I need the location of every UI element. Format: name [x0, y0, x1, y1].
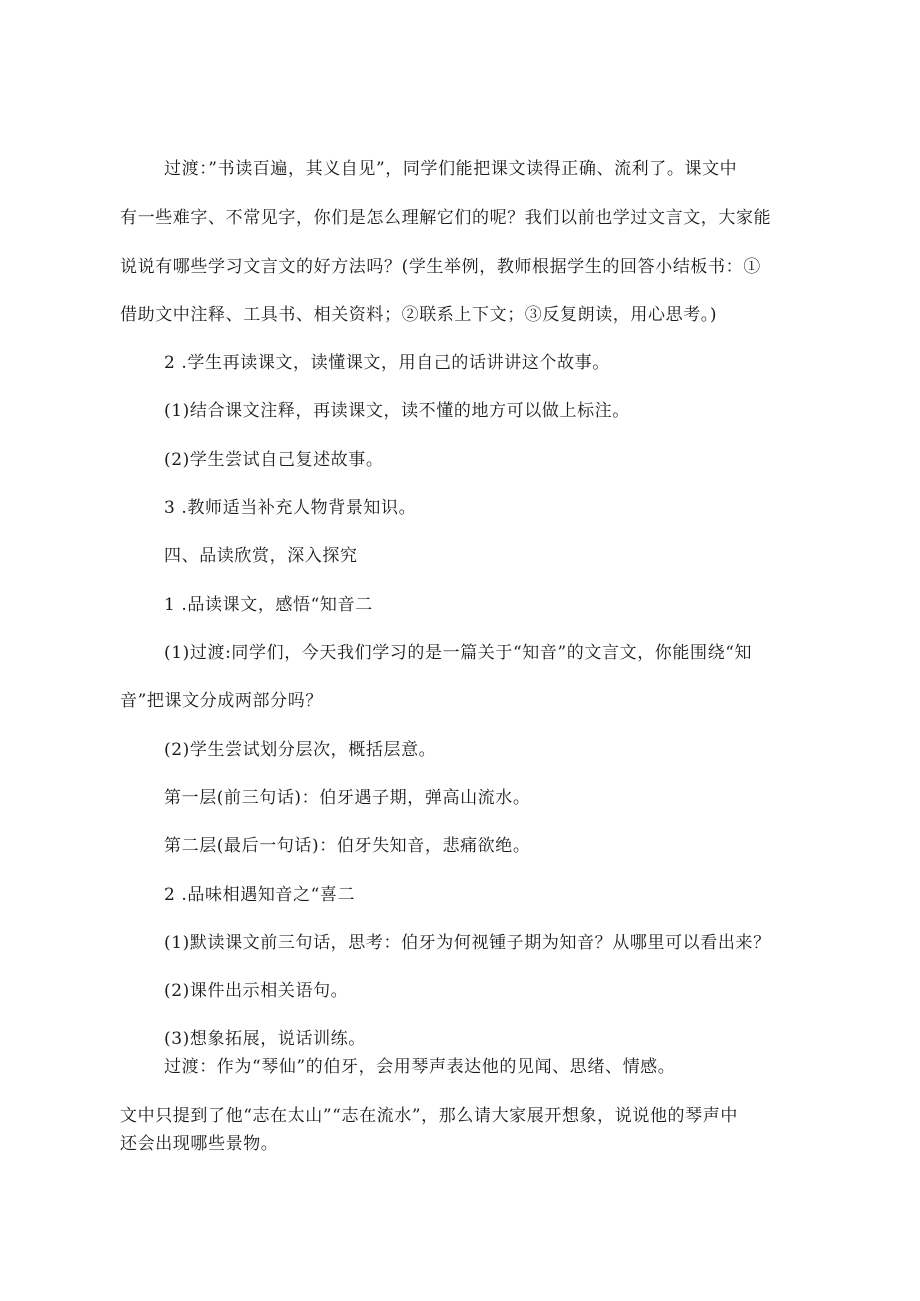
paragraph-transition-line-2: 有一些难字、不常见字，你们是怎么理解它们的呢？我们以前也学过文言文，大家能 — [120, 208, 772, 228]
section-4-heading: 四、品读欣赏，深入探究 — [164, 546, 358, 566]
step-2-heading: 2 .学生再读课文，读懂课文，用自己的话讲讲这个故事。 — [164, 353, 610, 373]
transition-qinxian-line: 过渡：作为“琴仙”的伯牙，会用琴声表达他的见闻、思绪、情感。 — [164, 1057, 676, 1077]
section-4-step-2-item-1: (1)默读课文前三句话，思考：伯牙为何视锺子期为知音？从哪里可以看出来？ — [164, 933, 771, 953]
layer-1-text: 第一层(前三句话)：伯牙遇子期，弹高山流水。 — [164, 788, 531, 808]
step-2-item-1: (1)结合课文注释，再读课文，读不懂的地方可以做上标注。 — [164, 401, 630, 421]
layer-2-text: 第二层(最后一句话)：伯牙失知音，悲痛欲绝。 — [164, 836, 531, 856]
section-4-step-1-item-1-line-1: (1)过渡:同学们，今天我们学习的是一篇关于“知音”的文言文，你能围绕“知 — [164, 643, 753, 663]
paragraph-transition-line-3: 说说有哪些学习文言文的好方法吗？(学生举例，教师根据学生的回答小结板书：① — [120, 257, 761, 277]
paragraph-transition-line-1: 过渡：”书读百遍，其义自见”，同学们能把课文读得正确、流利了。课文中 — [164, 159, 738, 179]
section-4-step-1-item-2: (2)学生尝试划分层次，概括层意。 — [164, 740, 437, 760]
paragraph-transition-line-4: 借助文中注释、工具书、相关资料；②联系上下文；③反复朗读，用心思考。) — [120, 305, 718, 325]
step-3-heading: 3 .教师适当补充人物背景知识。 — [164, 498, 417, 518]
section-4-step-1-item-1-line-2: 音”把课文分成两部分吗？ — [120, 691, 323, 711]
imagination-prompt-line-1: 文中只提到了他“志在太山”“志在流水”，那么请大家展开想象，说说他的琴声中 — [120, 1106, 738, 1126]
section-4-step-2: 2 .品味相遇知音之“喜二 — [164, 885, 356, 905]
section-4-step-2-item-3: (3)想象拓展，说话训练。 — [164, 1029, 366, 1049]
section-4-step-1: 1 .品读课文，感悟“知音二 — [164, 595, 373, 615]
imagination-prompt-line-2: 还会出现哪些景物。 — [120, 1134, 279, 1154]
section-4-step-2-item-2: (2)课件出示相关语句。 — [164, 981, 349, 1001]
step-2-item-2: (2)学生尝试自己复述故事。 — [164, 450, 384, 470]
